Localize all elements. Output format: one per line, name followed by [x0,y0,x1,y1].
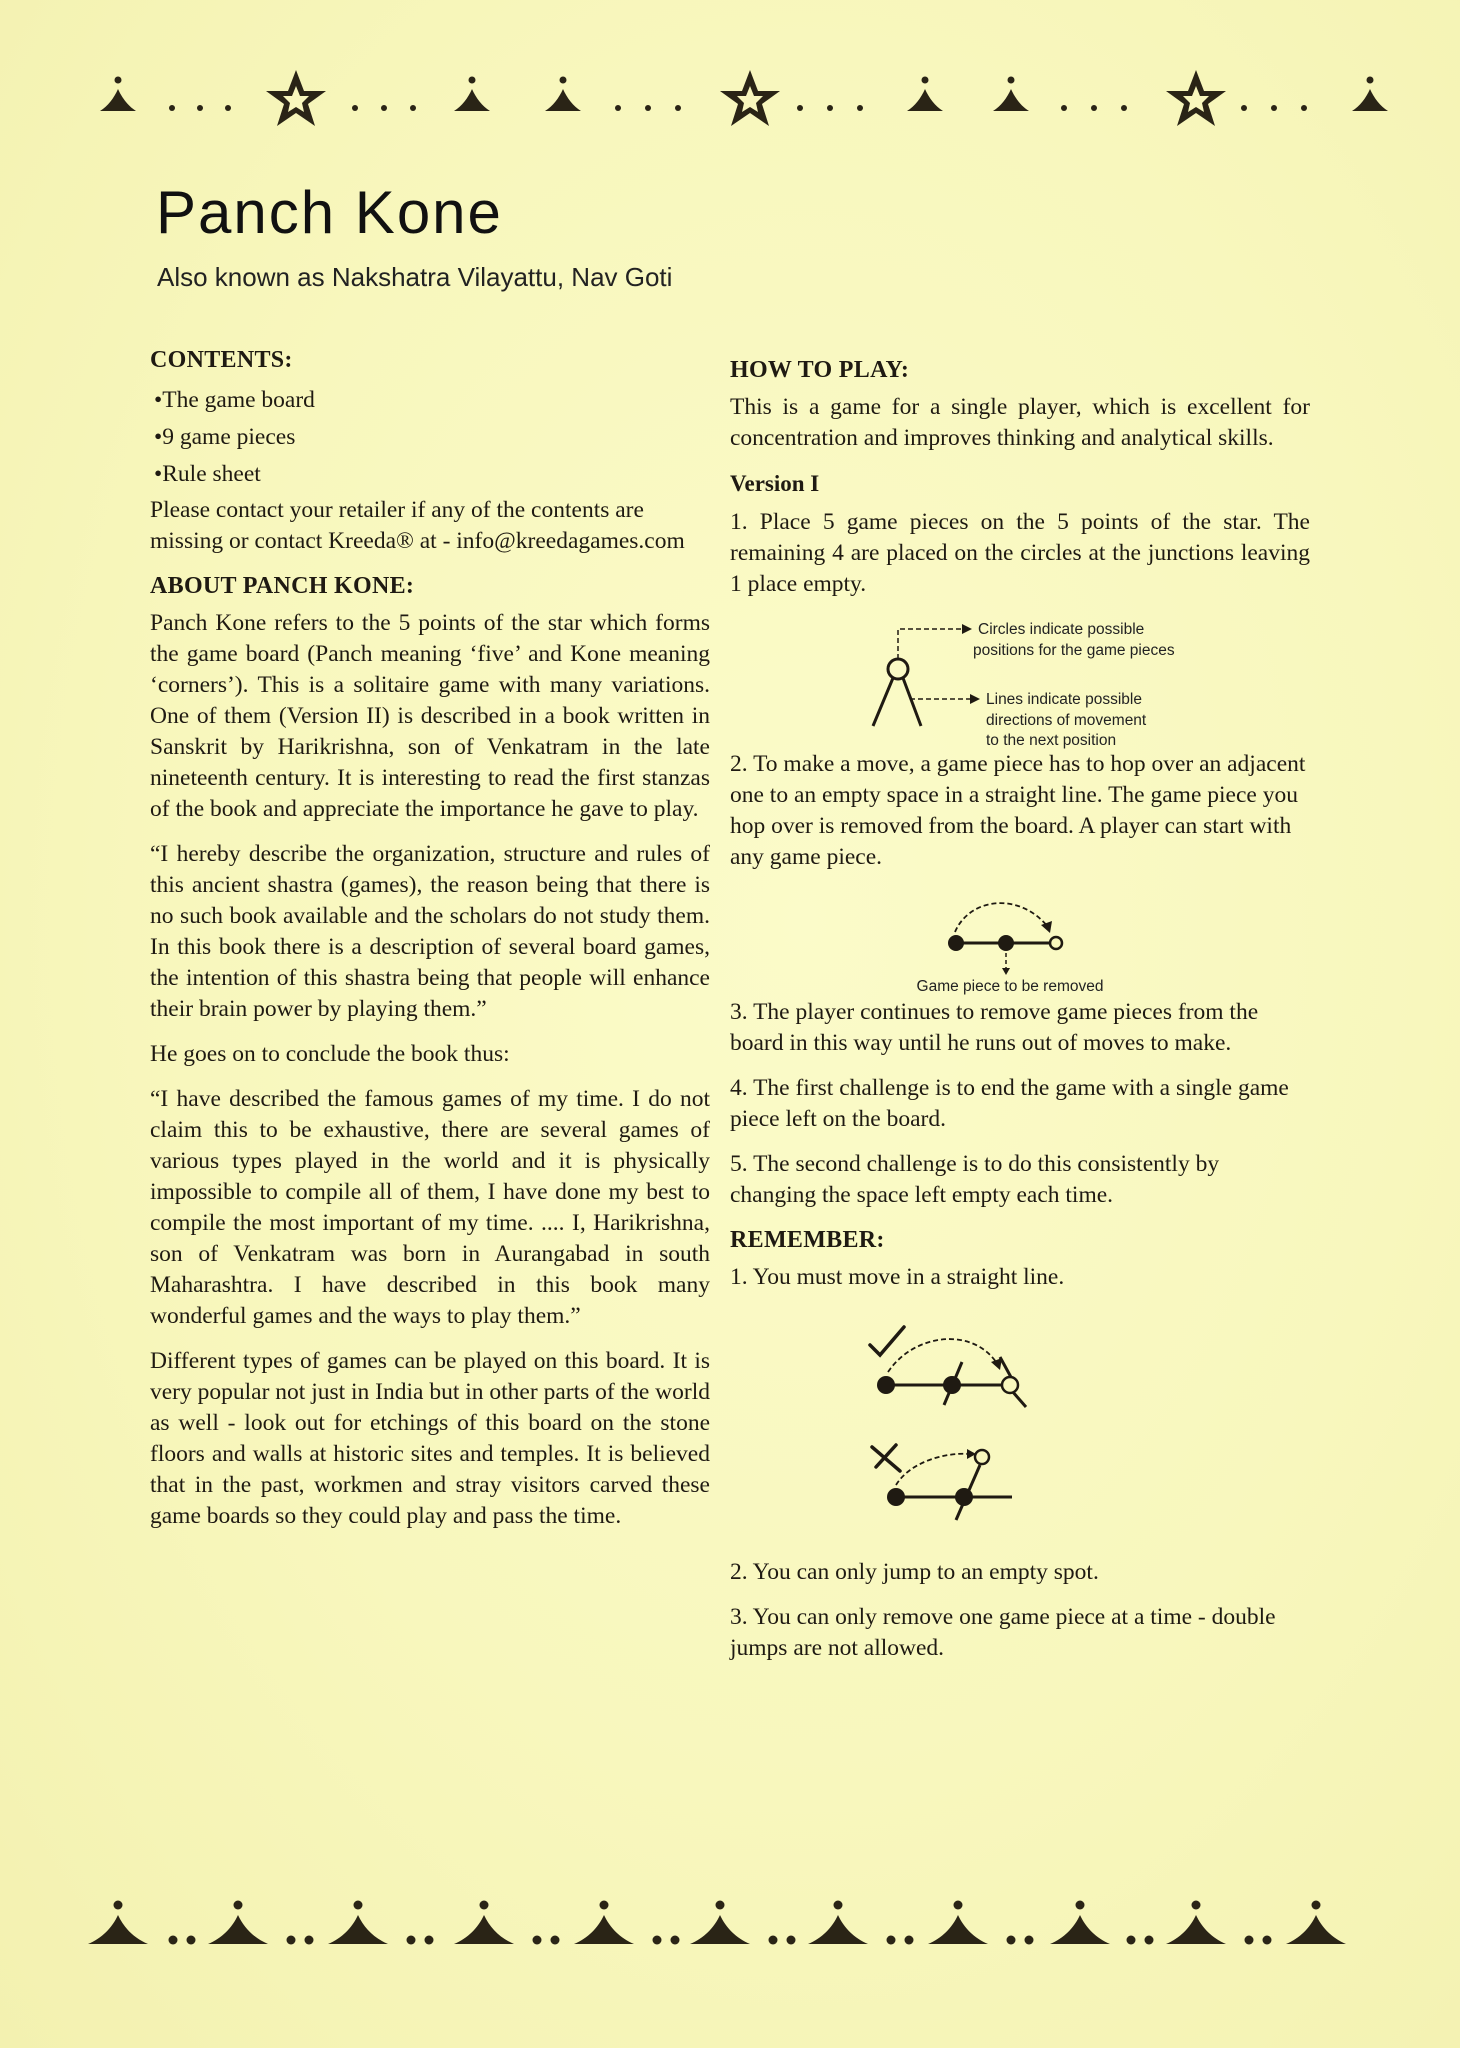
dot-icon [1061,105,1127,111]
dot-icon [887,1936,914,1945]
drop-icon [928,1901,988,1945]
how-to-play-intro: This is a game for a single player, which is excellent for concentration and improves thinking and analytical skills. [730,394,1310,451]
contact-text: Please contact your retailer if any of the contents are missing or contact Kreeda® at - info@kreedagames.com [150,497,685,554]
dot-icon [533,1936,560,1945]
star-icon [266,70,326,126]
list-item: • The game board [154,382,710,419]
about-quote-1: “I hereby describe the organization, structure and rules of this ancient shastra (games), the reason being that there is no such book available and the scholars do not study them. In this book there is a description of several board games, the intention of this shastra being that people will enhance their brain power by playing them.” [150,841,710,1022]
drop-icon [454,77,490,112]
right-column [730,355,1310,1678]
jump-arc-icon [888,1339,998,1372]
remember-1: 1. You must move in a straight line. [730,1264,1065,1290]
remember-heading: REMEMBER: [730,1227,885,1253]
drop-icon [907,77,943,112]
about-paragraph-3: Different types of games can be played on this board. It is very popular not just in India but in other parts of the world as well - look out for etchings of this board on the stone floors and walls at historic sites and temples. It is believed that in the past, workmen and stray visitors carved these game boards so they could play and pass the time. [150,1348,710,1529]
bottom-ornament-border [0,1880,1460,1970]
check-mark-icon [870,1327,904,1355]
drop-icon [454,1901,514,1945]
about-paragraph-1: Panch Kone refers to the 5 points of the star which forms the game board (Panch meaning ‘five’ and Kone meaning ‘corners’). This is a solitaire game with many variations. One of them (Version II) is described in a book written in Sanskrit by Harikrishna, son of Venkatram in the late nineteenth century. It is interesting to read the first stanzas of the book and appreciate the importance he gave to play. [150,610,710,822]
legend-diagram [730,614,1310,749]
dot-icon [1245,1936,1272,1945]
movement-lines-icon [873,678,921,726]
dot-icon [407,1936,434,1945]
empty-spot-icon [975,1450,989,1464]
drop-icon [1286,1901,1346,1945]
drop-icon [88,1901,148,1945]
drop-icon [993,77,1029,112]
about-heading: ABOUT PANCH KONE: [150,573,415,599]
jump-arc-icon [955,903,1048,932]
cross-mark-icon [872,1445,900,1471]
game-piece-icon [948,935,964,951]
dot-icon [1127,1936,1154,1945]
dot-icon [769,1936,796,1945]
dot-icon [653,1936,680,1945]
drop-icon [208,1901,268,1945]
contents-list [150,382,710,493]
dot-icon [1241,105,1307,111]
dot-icon [287,1936,314,1945]
step-1: 1. Place 5 game pieces on the 5 points of the star. The remaining 4 are placed on the circles at the junctions leaving 1 place empty. [730,509,1310,597]
arrow-head-icon [970,694,980,704]
dot-icon [1007,1936,1034,1945]
legend-lines-line-3: to the next position [986,732,1117,749]
step-2: 2. To make a move, a game piece has to hop over an adjacent one to an empty space in a straight line. The game piece you hop over is removed from the board. A player can start with any game piece. [730,751,1306,870]
dot-icon [797,105,863,111]
page-subtitle: Also known as Nakshatra Vilayattu, Nav Goti [157,262,673,292]
top-ornament-border [0,60,1460,140]
legend-lines-line-1: Lines indicate possible [986,691,1142,708]
about-paragraph-2: He goes on to conclude the book thus: [150,1041,510,1067]
left-column [150,345,710,1546]
game-piece-icon [943,1376,961,1394]
about-quote-2: “I have described the famous games of my time. I do not claim this to be exhaustive, there are several games of various types played in the world and it is physically impossible to compile all of them, I have done my best to compile the most important of my time. .... I, Harikrishna, son of Venkatram was born in Aurangabad in south Maharashtra. I have described in this book many wonderful games and the ways to play them.” [150,1086,710,1329]
dot-icon [615,105,681,111]
step-5: 5. The second challenge is to do this consistently by changing the space left empty each time. [730,1151,1220,1208]
page-title: Panch Kone [156,179,503,246]
drop-icon [574,1901,634,1945]
game-piece-icon [877,1376,895,1394]
drop-icon [808,1901,868,1945]
remember-2: 2. You can only jump to an empty spot. [730,1559,1099,1585]
straight-line-diagram [730,1307,1310,1557]
list-item: • Rule sheet [154,456,710,493]
position-circle-icon [888,659,908,679]
arrow-head-icon [1041,921,1052,933]
drop-icon [1050,1901,1110,1945]
legend-lines-line-2: directions of movement [986,712,1147,729]
game-piece-icon [887,1488,905,1506]
drop-icon [545,77,581,112]
game-piece-icon [955,1488,973,1506]
star-icon [720,70,780,126]
version-heading: Version I [730,471,820,496]
dot-icon [169,1936,196,1945]
game-piece-icon [998,935,1014,951]
removed-piece-label: Game piece to be removed [916,978,1104,995]
dot-icon [169,105,231,111]
drop-icon [328,1901,388,1945]
drop-icon [690,1901,750,1945]
star-icon [1166,70,1226,126]
drop-icon [100,77,136,112]
drop-icon [1166,1901,1226,1945]
legend-circles-line-2: positions for the game pieces [973,642,1175,659]
hop-diagram [730,887,1310,997]
step-3: 3. The player continues to remove game pieces from the board in this way until he runs out of moves to make. [730,999,1259,1056]
arrow-head-icon [1002,968,1010,975]
dashed-arrow-icon [898,629,962,659]
how-to-play-heading: HOW TO PLAY: [730,357,910,383]
empty-spot-icon [1002,1377,1018,1393]
contents-heading: CONTENTS: [150,347,293,373]
empty-spot-icon [1050,937,1062,949]
drop-icon [1352,77,1388,112]
remember-3: 3. You can only remove one game piece at a time - double jumps are not allowed. [730,1604,1276,1661]
dot-icon [352,105,416,111]
legend-circles-line-1: Circles indicate possible [978,621,1145,638]
arrow-head-icon [962,624,972,634]
list-item: • 9 game pieces [154,419,710,456]
step-4: 4. The first challenge is to end the game with a single game piece left on the board. [730,1075,1289,1132]
jump-arc-icon [896,1454,970,1485]
